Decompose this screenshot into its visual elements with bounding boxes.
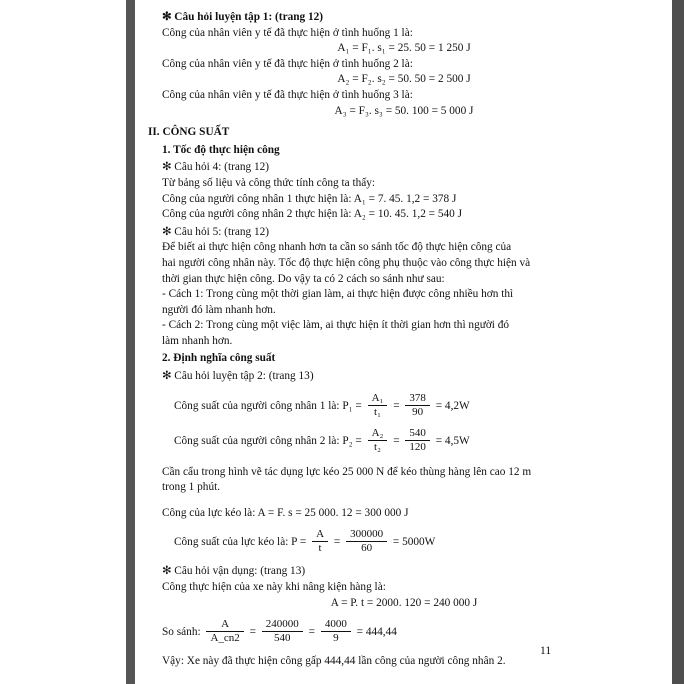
formula-power-of-pull-force <box>148 529 660 556</box>
paragraph-situation-3: Công của nhân viên y tế đã thực hiện ở tình huống 3 là: <box>162 88 413 101</box>
paragraph-situation-1: Công của nhân viên y tế đã thực hiện ở tình huống 1 là: <box>162 26 413 39</box>
formula-power-pull-result: = 5000W <box>392 536 436 549</box>
fraction-numerator: 540 <box>405 427 430 441</box>
paragraph-q5-line-2: hai người công nhân này. Tốc độ thực hiện công phụ thuộc vào công thực hiện và <box>162 256 531 269</box>
paragraph-cach-1 <box>148 287 660 318</box>
page-number: 11 <box>540 645 552 657</box>
fraction-numerator: 300000 <box>346 528 387 542</box>
application-question-heading <box>148 564 660 580</box>
fraction-A-over-Acn2 <box>206 618 243 645</box>
fraction-numerator: A <box>312 528 328 542</box>
formula-A2: A₂ = F₂. s₂ = 50. 50 = 2 500 J <box>337 73 471 86</box>
formula-A1: A₁ = F₁. s₁ = 25. 50 = 1 250 J <box>337 42 471 55</box>
equals-sign: = <box>393 434 400 447</box>
exercise-2-heading <box>148 369 660 385</box>
fraction-denominator: t₂ <box>374 440 381 453</box>
paragraph-situation-2: Công của nhân viên y tế đã thực hiện ở tình huống 2 là: <box>162 57 413 70</box>
formula-comparison <box>148 619 660 646</box>
fraction-540-over-120 <box>405 427 430 454</box>
fraction-denominator: A_cn2 <box>210 632 240 645</box>
section-heading-cong-suat: II. CÔNG SUẤT <box>148 126 230 139</box>
fraction-denominator: 540 <box>274 632 291 645</box>
paragraph-application-intro: Công thực hiện của xe này khi nâng kiện hàng là: <box>162 581 386 594</box>
fraction-A2-over-t2 <box>368 427 388 454</box>
paragraph-cach-2-line-2: làm nhanh hơn. <box>162 334 233 347</box>
paragraph-cach-2 <box>148 318 660 349</box>
formula-power-worker-1-result: = 4,2W <box>435 399 470 412</box>
question-4-heading <box>148 160 660 176</box>
paragraph-q5-body <box>148 240 660 287</box>
equals-sign-1: = <box>249 626 256 639</box>
fraction-378-over-90 <box>405 392 430 419</box>
fraction-4000-over-9 <box>321 618 351 645</box>
fraction-300000-over-60 <box>346 528 387 555</box>
fraction-240000-over-540 <box>262 618 303 645</box>
fraction-A1-over-t1 <box>368 392 388 419</box>
fraction-denominator: 9 <box>333 632 339 645</box>
question-5-heading <box>148 225 660 241</box>
page-left-gutter-bar <box>126 0 135 684</box>
equals-sign: = <box>333 536 341 549</box>
formula-comparison-prefix: So sánh: <box>162 626 201 639</box>
formula-power-worker-2 <box>148 428 660 455</box>
paragraph-cach-2-line-1: - Cách 2: Trong cùng một việc làm, ai thực hiện ít thời gian hơn thì người đó <box>162 319 510 332</box>
fraction-numerator: 4000 <box>321 618 351 632</box>
fraction-A-over-t <box>312 528 328 555</box>
fraction-denominator: 60 <box>361 542 373 555</box>
fraction-numerator: A <box>206 618 243 632</box>
paragraph-cach-1-line-1: - Cách 1: Trong cùng một thời gian làm, ai thực hiện được công nhiều hơn thì <box>162 288 514 301</box>
formula-power-worker-1 <box>148 393 660 420</box>
paragraph-cach-1-line-2: người đó làm nhanh hơn. <box>162 303 276 316</box>
formula-power-pull-prefix: Công suất của lực kéo là: P = <box>174 536 307 549</box>
fraction-denominator: 120 <box>409 440 426 453</box>
fraction-denominator: t <box>318 542 322 555</box>
formula-A3: A₃ = F₃. s₃ = 50. 100 = 5 000 J <box>334 104 474 117</box>
paragraph-q5-line-1: Để biết ai thực hiện công nhanh hơn ta cần so sánh tốc độ thực hiện công của <box>162 241 512 254</box>
paragraph-crane-line-1: Cần cẩu trong hình vẽ tác dụng lực kéo 25 000 N để kéo thùng hàng lên cao 12 m <box>162 465 532 478</box>
formula-power-worker-2-result: = 4,5W <box>435 434 470 447</box>
formula-application-A: A = P. t = 2000. 120 = 240 000 J <box>330 596 478 609</box>
question-5-heading-text: ✻ Câu hỏi 5: (trang 12) <box>162 225 270 238</box>
fraction-denominator: t₁ <box>374 405 381 418</box>
subsection-heading-dinh-nghia: 2. Định nghĩa công suất <box>162 352 276 365</box>
fraction-numerator: A₂ <box>368 427 388 441</box>
paragraph-q4-worker2: Công của người công nhân 2 thực hiện là: A₂ = 10. 45. 1,2 = 540 J <box>162 208 463 221</box>
paragraph-crane-line-2: trong 1 phút. <box>162 481 221 494</box>
fraction-numerator: 240000 <box>262 618 303 632</box>
formula-work-of-pull-force: Công của lực kéo là: A = F. s = 25 000. 12 = 300 000 J <box>162 506 409 519</box>
page-right-gutter-bar <box>672 0 684 684</box>
exercise-1-heading-text: ✻ Câu hỏi luyện tập 1: (trang 12) <box>162 11 324 23</box>
exercise-2-heading-text: ✻ Câu hỏi luyện tập 2: (trang 13) <box>162 370 314 383</box>
exercise-1-heading <box>148 10 660 26</box>
formula-power-worker-1-prefix: Công suất của người công nhân 1 là: P₁ = <box>174 399 362 412</box>
paragraph-crane <box>148 465 660 496</box>
formula-comparison-result: = 444,44 <box>356 626 397 639</box>
equals-sign-2: = <box>308 626 315 639</box>
equals-sign: = <box>393 399 400 412</box>
fraction-denominator: 90 <box>412 405 424 418</box>
fraction-numerator: A₁ <box>368 392 388 406</box>
page-body <box>140 0 668 684</box>
subsection-heading-toc-do: 1. Tốc độ thực hiện công <box>162 143 280 156</box>
paragraph-q5-line-3: thời gian thực hiện công. Do vậy ta có 2 cách so sánh như sau: <box>162 272 445 285</box>
formula-power-worker-2-prefix: Công suất của người công nhân 2 là: P₂ = <box>174 434 362 447</box>
paragraph-q4-worker1: Công của người công nhân 1 thực hiện là: A₁ = 7. 45. 1,2 = 378 J <box>162 192 457 205</box>
question-4-heading-text: ✻ Câu hỏi 4: (trang 12) <box>162 161 270 174</box>
fraction-numerator: 378 <box>405 392 430 406</box>
application-question-heading-text: ✻ Câu hỏi vận dụng: (trang 13) <box>162 565 306 578</box>
paragraph-q4-intro: Từ bảng số liệu và công thức tính công ta thấy: <box>162 176 376 189</box>
conclusion-line: Vậy: Xe này đã thực hiện công gấp 444,44 lần công của người công nhân 2. <box>162 655 506 668</box>
page-content <box>148 8 660 670</box>
